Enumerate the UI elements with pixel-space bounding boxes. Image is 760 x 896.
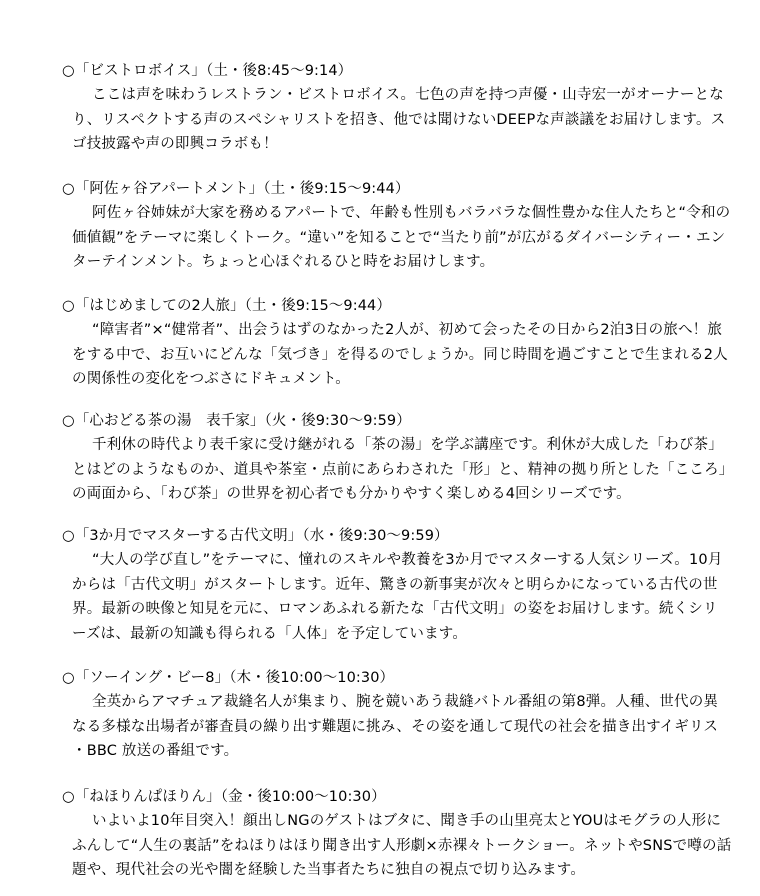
- program-entry-nehorin-pahorin: [62, 785, 732, 883]
- program-entry-sewing-bee: [62, 666, 732, 764]
- program-entry-bistro-voice: [62, 59, 732, 157]
- program-description: 千利休の時代より表千家に受け継がれる「茶の湯」を学ぶ講座です。利休が大成した「わび茶」とはどのようなものか、道具や茶室・点前にあらわされた「形」と、精神の拠り所とした「こころ」の両面から、「わび茶」の世界を初心者でも分かりやすく楽しめる4回シリーズです。: [72, 437, 727, 503]
- program-description: 全英からアマチュア裁縫名人が集まり、腕を競いあう裁縫バトル番組の第8弾。人種、世代の異なる多様な出場者が審査員の繰り出す難題に挑み、その姿を通して現代の社会を描き出すイギリス・BBC 放送の番組です。: [72, 694, 719, 760]
- program-description: “大人の学び直し”をテーマに、憧れのスキルや教養を3か月でマスターする人気シリーズ。10月からは「古代文明」がスタートします。近年、驚きの新事実が次々と明らかになっている古代の世界。最新の映像と知見を元に、ロマンあふれる新たな「古代文明」の姿をお届けします。続くシリーズは、最新の知識も得られる「人体」を予定しています。: [72, 552, 723, 642]
- program-entry-hajimemashite-futaritabi: [62, 294, 732, 392]
- program-title: ○「ビストロボイス」（土・後8:45～9:14）: [62, 63, 353, 79]
- program-description: “障害者”×“健常者”、出会うはずのなかった2人が、初めて会ったその日から2泊3日の旅へ！旅をする中で、お互いにどんな「気づき」を得るのでしょうか。同じ時間を過ごすことで生まれる2人の関係性の変化をつぶさにドキュメント。: [72, 322, 728, 388]
- program-title: ○「ソーイング・ビー8」（木・後10:00～10:30）: [62, 670, 395, 686]
- program-title: ○「阿佐ヶ谷アパートメント」（土・後9:15～9:44）: [62, 181, 410, 197]
- program-title: ○「心おどる茶の湯 表千家」（火・後9:30～9:59）: [62, 413, 411, 429]
- program-entry-chanoyu-omotesenke: [62, 409, 732, 507]
- program-title: ○「3か月でマスターする古代文明」（水・後9:30～9:59）: [62, 528, 449, 544]
- program-title: ○「ねほりんぱほりん」（金・後10:00～10:30）: [62, 789, 386, 805]
- program-title: ○「はじめましての2人旅」（土・後9:15～9:44）: [62, 298, 391, 314]
- program-entry-asagaya-apartment: [62, 177, 732, 275]
- program-description: ここは声を味わうレストラン・ビストロボイス。七色の声を持つ声優・山寺宏一がオーナーとなり、リスペクトする声のスペシャリストを招き、他では聞けないDEEPな声談議をお届けします。スゴ技披露や声の即興コラボも！: [72, 87, 726, 153]
- program-description: いよいよ10年目突入！顔出しNGのゲストはブタに、聞き手の山里亮太とYOUはモグラの人形にふんして“人生の裏話”をねほりはほり聞き出す人形劇×赤裸々トークショー。ネットやSNSで噂の話題や、現代社会の光や闇を経験した当事者たちに独自の視点で切り込みます。: [72, 813, 732, 879]
- program-description: 阿佐ヶ谷姉妹が大家を務めるアパートで、年齢も性別もバラバラな個性豊かな住人たちと“令和の価値観”をテーマに楽しくトーク。“違い”を知ることで“当たり前”が広がるダイバーシティー・エンターテインメント。ちょっと心ほぐれるひと時をお届けします。: [72, 205, 731, 271]
- program-entry-kodai-bunmei: [62, 524, 732, 646]
